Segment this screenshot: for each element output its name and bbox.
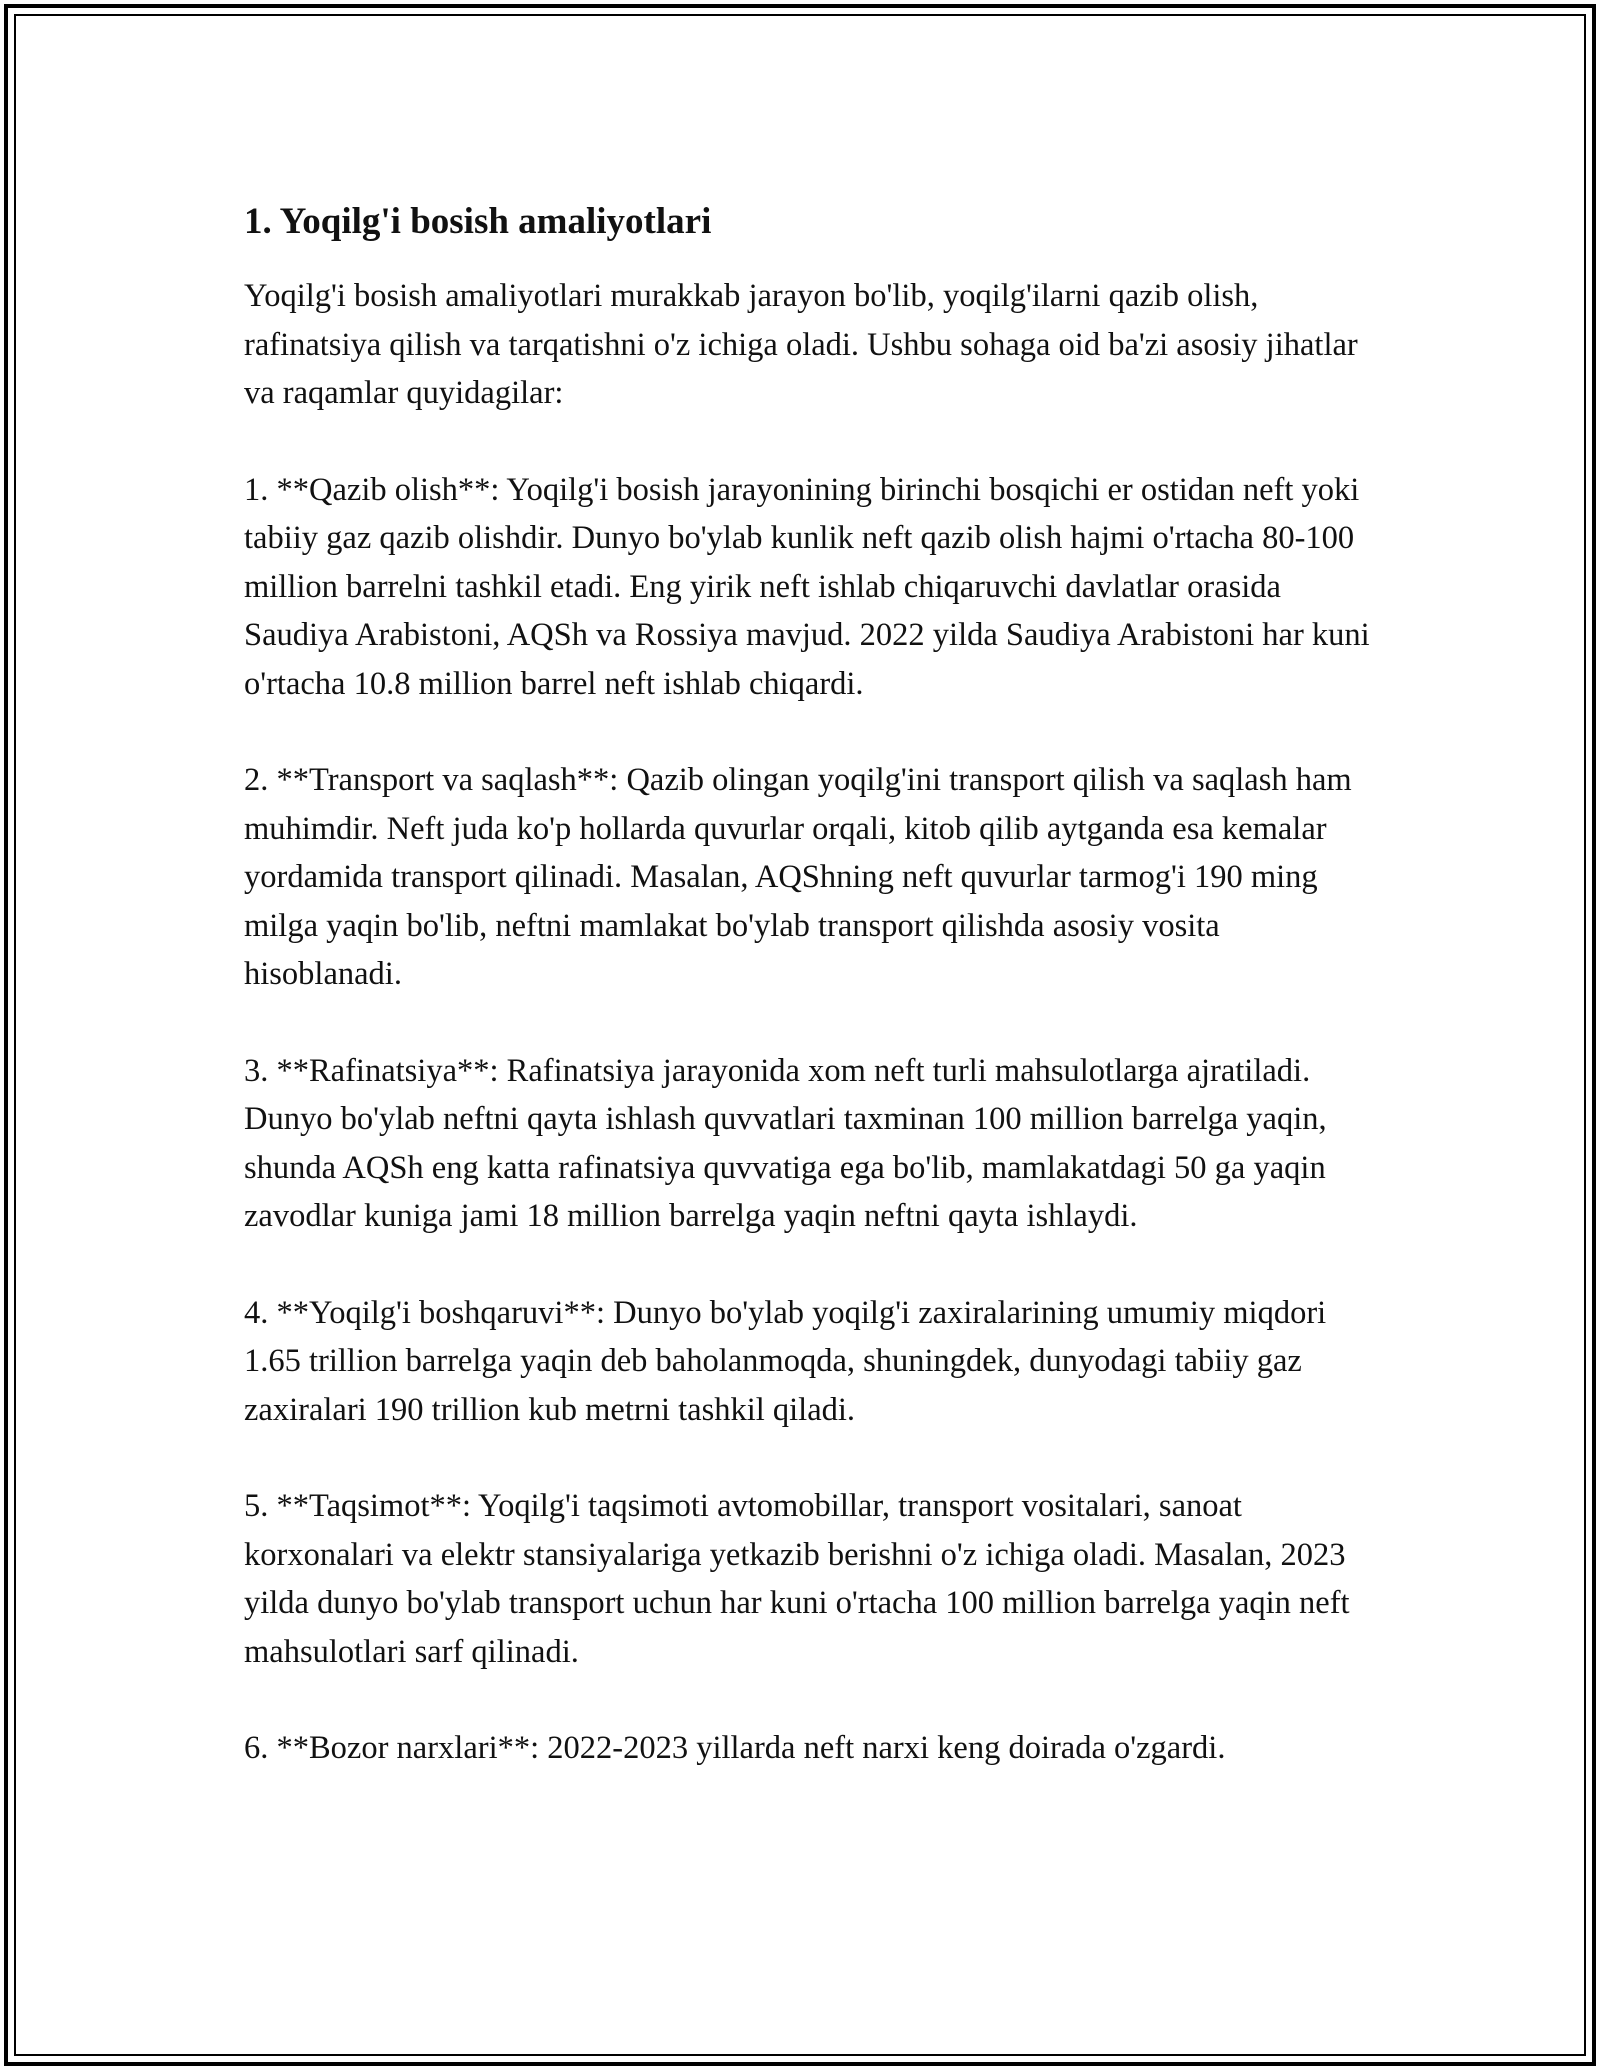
intro-paragraph: Yoqilg'i bosish amaliyotlari murakkab jarayon bo'lib, yoqilg'ilarni qazib olish, rafinatsiya qilish va tarqatishni o'z ichiga oladi. Ushbu sohaga oid ba'zi asosiy jihatlar va raqamlar quyidagilar:	[244, 278, 1358, 411]
list-item-refining: 3. **Rafinatsiya**: Rafinatsiya jarayonida xom neft turli mahsulotlarga ajratiladi. Dunyo bo'ylab neftni qayta ishlash quvvatlari taxminan 100 million barrelga yaqin, shunda AQSh eng katta rafinatsiya quvvatiga ega bo'lib, mamlakatdagi 50 ga yaqin zavodlar kuniga jami 18 million barrelga yaqin neftni qayta ishlaydi.	[244, 1052, 1327, 1234]
list-item-market-prices: 6. **Bozor narxlari**: 2022-2023 yillarda neft narxi keng doirada o'zgardi.	[244, 1730, 1226, 1766]
list-item-fuel-management: 4. **Yoqilg'i boshqaruvi**: Dunyo bo'ylab yoqilg'i zaxiralarining umumiy miqdori 1.65 trillion barrelga yaqin deb baholanmoqda, shuningdek, dunyodagi tabiiy gaz zaxiralari 190 trillion kub metrni tashkil qiladi.	[244, 1294, 1327, 1428]
list-item-distribution: 5. **Taqsimot**: Yoqilg'i taqsimoti avtomobillar, transport vositalari, sanoat korxonalari va elektr stansiyalariga yetkazib berishni o'z ichiga oladi. Masalan, 2023 yilda dunyo bo'ylab transport uchun har kuni o'rtacha 100 million barrelga yaqin neft mahsulotlari sarf qilinadi.	[244, 1488, 1350, 1670]
list-item-transport: 2. **Transport va saqlash**: Qazib olingan yoqilg'ini transport qilish va saqlash ham muhimdir. Neft juda ko'p hollarda quvurlar orqali, kitob qilib aytganda esa kemalar yordamida transport qilinadi. Masalan, AQShning neft quvurlar tarmog'i 190 ming milga yaqin bo'lib, neftni mamlakat bo'ylab transport qilishda asosiy vosita hisoblanadi.	[244, 762, 1352, 992]
document-title: 1. Yoqilg'i bosish amaliyotlari	[244, 201, 712, 242]
page-frame	[4, 4, 1596, 2066]
document-body	[244, 194, 1374, 1821]
list-item-extraction: 1. **Qazib olish**: Yoqilg'i bosish jarayonining birinchi bosqichi er ostidan neft yoki tabiiy gaz qazib olishdir. Dunyo bo'ylab kunlik neft qazib olish hajmi o'rtacha 80-100 million barrelni tashkil etadi. Eng yirik neft ishlab chiqaruvchi davlatlar orasida Saudiya Arabistoni, AQSh va Rossiya mavjud. 2022 yilda Saudiya Arabistoni har kuni o'rtacha 10.8 million barrel neft ishlab chiqardi.	[244, 471, 1370, 702]
